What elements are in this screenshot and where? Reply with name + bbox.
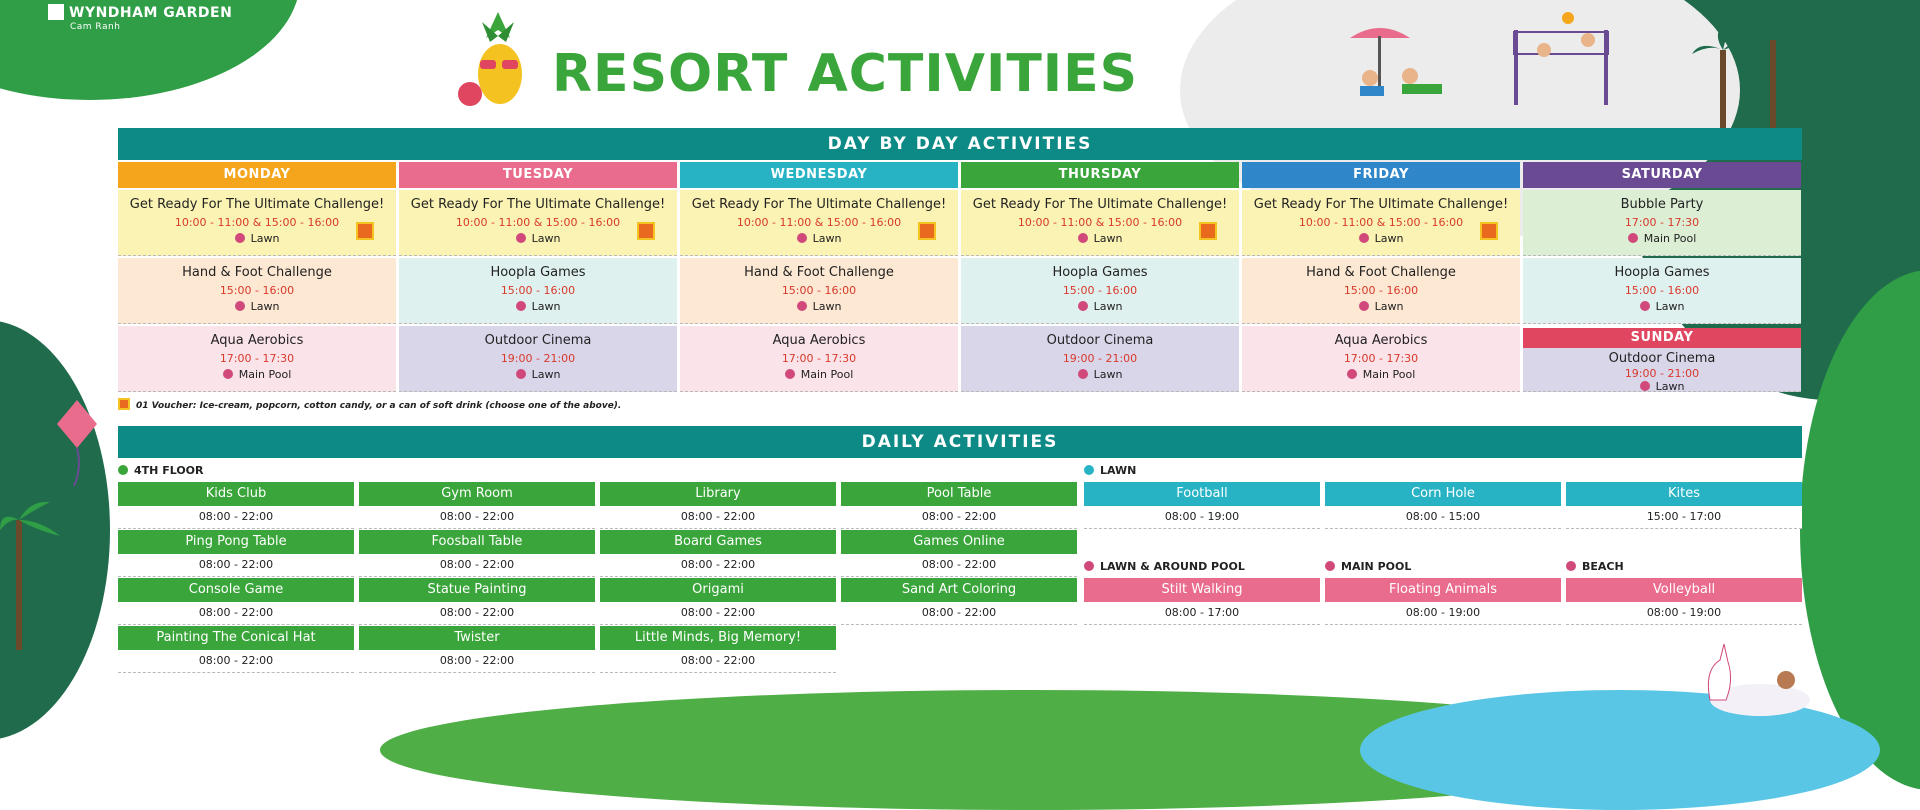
daily-activity-name: Twister — [359, 626, 595, 650]
activity-location — [680, 368, 958, 381]
daily-activity-name: Football — [1084, 482, 1320, 506]
activity-cell — [680, 190, 958, 256]
activity-time: 10:00 - 11:00 & 15:00 - 16:00 — [1298, 216, 1464, 229]
daily-group-label-text: LAWN — [1100, 464, 1137, 477]
daily-activity-name: Pool Table — [841, 482, 1077, 506]
activity-time: 17:00 - 17:30 — [219, 352, 295, 365]
activity-cell — [1523, 190, 1801, 256]
location-pin-icon — [1628, 233, 1638, 243]
daily-activity-name: Foosball Table — [359, 530, 595, 554]
voucher-note-text: 01 Voucher: Ice-cream, popcorn, cotton candy, or a can of soft drink (choose one of the above). — [136, 401, 622, 411]
activity-cell — [399, 258, 677, 324]
day-header-wednesday: WEDNESDAY — [680, 162, 958, 188]
activity-location — [1242, 232, 1520, 245]
daily-group-label-text: BEACH — [1582, 560, 1624, 573]
daily-activity-hours: 08:00 - 22:00 — [600, 554, 836, 577]
activity-location-label: Lawn — [531, 300, 561, 313]
daily-activity-name: Sand Art Coloring — [841, 578, 1077, 602]
activity-time: 19:00 - 21:00 — [1624, 367, 1700, 380]
daily-activity-name: Volleyball — [1566, 578, 1802, 602]
daily-activity-card — [600, 626, 836, 673]
activity-location-label: Lawn — [1093, 232, 1123, 245]
activity-name: Hoopla Games — [490, 265, 586, 280]
daily-group-label-text: LAWN & AROUND POOL — [1100, 560, 1245, 573]
day-header-monday: MONDAY — [118, 162, 396, 188]
activity-cell — [118, 326, 396, 392]
daily-activity-card — [118, 530, 354, 577]
activity-location-label: Main Pool — [1362, 368, 1416, 381]
daily-activity-hours: 08:00 - 19:00 — [1566, 602, 1802, 625]
daily-activity-hours: 08:00 - 22:00 — [359, 650, 595, 673]
daily-activity-card — [359, 530, 595, 577]
gift-icon — [1480, 222, 1498, 240]
daily-activity-name: Kites — [1566, 482, 1802, 506]
day-by-day-heading: DAY BY DAY ACTIVITIES — [118, 128, 1802, 160]
activity-cell — [1523, 348, 1801, 392]
daily-activity-name: Library — [600, 482, 836, 506]
kite-illustration — [52, 398, 102, 488]
daily-activity-card — [1084, 578, 1320, 625]
activity-time: 19:00 - 21:00 — [500, 352, 576, 365]
brand-logo — [48, 4, 232, 32]
activity-time: 15:00 - 16:00 — [1343, 284, 1419, 297]
activity-time: 19:00 - 21:00 — [1062, 352, 1138, 365]
daily-activity-hours: 08:00 - 22:00 — [118, 602, 354, 625]
activity-time: 15:00 - 16:00 — [781, 284, 857, 297]
activity-location — [399, 300, 677, 313]
location-pin-icon — [1359, 301, 1369, 311]
activity-name: Aqua Aerobics — [210, 333, 304, 348]
activity-time: 10:00 - 11:00 & 15:00 - 16:00 — [736, 216, 902, 229]
location-pin-icon — [1566, 561, 1576, 571]
activity-location — [1523, 380, 1801, 393]
daily-activity-card — [1325, 482, 1561, 529]
daily-activity-hours: 08:00 - 17:00 — [1084, 602, 1320, 625]
location-pin-icon — [223, 369, 233, 379]
location-pin-icon — [516, 301, 526, 311]
activity-cell — [961, 190, 1239, 256]
daily-activity-name: Games Online — [841, 530, 1077, 554]
day-header-thursday: THURSDAY — [961, 162, 1239, 188]
gift-icon — [356, 222, 374, 240]
activity-name: Get Ready For The Ultimate Challenge! — [691, 197, 947, 212]
activity-name: Outdoor Cinema — [1046, 333, 1154, 348]
activity-cell — [1242, 326, 1520, 392]
daily-activity-card — [1325, 578, 1561, 625]
activity-name: Hoopla Games — [1614, 265, 1710, 280]
activity-cell — [961, 326, 1239, 392]
activity-cell — [1242, 190, 1520, 256]
location-pin-icon — [1347, 369, 1357, 379]
activity-name: Bubble Party — [1620, 197, 1704, 212]
location-pin-icon — [785, 369, 795, 379]
daily-activity-hours: 08:00 - 22:00 — [118, 650, 354, 673]
daily-activity-name: Statue Painting — [359, 578, 595, 602]
activity-location — [680, 300, 958, 313]
daily-activity-card — [600, 578, 836, 625]
activity-time: 10:00 - 11:00 & 15:00 - 16:00 — [1017, 216, 1183, 229]
activity-cell — [680, 258, 958, 324]
daily-activity-hours: 08:00 - 19:00 — [1084, 506, 1320, 529]
activity-cell — [399, 326, 677, 392]
daily-activity-card — [600, 530, 836, 577]
location-pin-icon — [516, 233, 526, 243]
palm-trees-illustration — [1690, 10, 1810, 130]
daily-activity-hours: 08:00 - 15:00 — [1325, 506, 1561, 529]
daily-activity-card — [359, 626, 595, 673]
location-pin-icon — [797, 301, 807, 311]
daily-activity-hours: 08:00 - 22:00 — [841, 506, 1077, 529]
location-pin-icon — [1078, 233, 1088, 243]
volleyball-net-illustration — [1508, 10, 1618, 105]
activity-time: 17:00 - 17:30 — [781, 352, 857, 365]
daily-activity-card — [841, 578, 1077, 625]
activity-name: Aqua Aerobics — [772, 333, 866, 348]
activity-cell — [399, 190, 677, 256]
daily-activity-name: Floating Animals — [1325, 578, 1561, 602]
daily-activity-card — [1084, 482, 1320, 529]
activity-name: Hand & Foot Challenge — [182, 265, 332, 280]
activity-time: 10:00 - 11:00 & 15:00 - 16:00 — [455, 216, 621, 229]
daily-activity-card — [841, 482, 1077, 529]
activity-time: 15:00 - 16:00 — [219, 284, 295, 297]
activity-location — [961, 368, 1239, 381]
daily-activity-name: Painting The Conical Hat — [118, 626, 354, 650]
daily-activity-hours: 08:00 - 19:00 — [1325, 602, 1561, 625]
activity-time: 17:00 - 17:30 — [1624, 216, 1700, 229]
daily-activity-name: Board Games — [600, 530, 836, 554]
activity-location-label: Lawn — [1655, 380, 1685, 393]
activity-name: Aqua Aerobics — [1334, 333, 1428, 348]
activity-cell — [118, 258, 396, 324]
daily-activity-hours: 08:00 - 22:00 — [841, 554, 1077, 577]
gift-icon — [918, 222, 936, 240]
location-pin-icon — [1359, 233, 1369, 243]
daily-activity-card — [1566, 578, 1802, 625]
location-pin-icon — [1078, 369, 1088, 379]
activity-name: Hoopla Games — [1052, 265, 1148, 280]
activity-cell — [118, 190, 396, 256]
activity-time: 17:00 - 17:30 — [1343, 352, 1419, 365]
activity-location — [680, 232, 958, 245]
activity-location-label: Lawn — [1655, 300, 1685, 313]
activity-name: Hand & Foot Challenge — [744, 265, 894, 280]
daily-activity-name: Ping Pong Table — [118, 530, 354, 554]
activity-cell — [680, 326, 958, 392]
activity-location — [1242, 300, 1520, 313]
daily-activity-hours: 08:00 - 22:00 — [600, 602, 836, 625]
activity-time: 15:00 - 16:00 — [1062, 284, 1138, 297]
brand-name: WYNDHAM GARDEN — [69, 5, 233, 21]
daily-activity-hours: 08:00 - 22:00 — [118, 554, 354, 577]
daily-activity-name: Corn Hole — [1325, 482, 1561, 506]
activity-name: Get Ready For The Ultimate Challenge! — [410, 197, 666, 212]
daily-activity-name: Origami — [600, 578, 836, 602]
activity-location-label: Lawn — [812, 300, 842, 313]
location-pin-icon — [118, 465, 128, 475]
daily-activity-name: Gym Room — [359, 482, 595, 506]
voucher-note — [118, 398, 621, 411]
activity-location-label: Lawn — [1093, 368, 1123, 381]
gift-icon — [1199, 222, 1217, 240]
activity-location-label: Main Pool — [800, 368, 854, 381]
activity-location — [1523, 300, 1801, 313]
activity-location-label: Lawn — [531, 368, 561, 381]
activity-location-label: Lawn — [812, 232, 842, 245]
daily-group-label — [1084, 464, 1136, 477]
activity-location-label: Lawn — [1374, 300, 1404, 313]
daily-group-label-text: MAIN POOL — [1341, 560, 1412, 573]
location-pin-icon — [1640, 301, 1650, 311]
activity-cell — [1523, 258, 1801, 324]
activity-name: Outdoor Cinema — [1608, 351, 1716, 366]
daily-activity-card — [359, 482, 595, 529]
activity-location-label: Main Pool — [238, 368, 292, 381]
activity-location — [1242, 368, 1520, 381]
activity-location — [118, 232, 396, 245]
location-pin-icon — [797, 233, 807, 243]
location-pin-icon — [235, 233, 245, 243]
activity-location — [1523, 232, 1801, 245]
activity-name: Get Ready For The Ultimate Challenge! — [129, 197, 385, 212]
brand-location: Cam Ranh — [70, 22, 121, 32]
activity-location-label: Main Pool — [1643, 232, 1697, 245]
daily-group-label — [1325, 560, 1411, 573]
activity-name: Hand & Foot Challenge — [1306, 265, 1456, 280]
daily-group-label — [118, 464, 204, 477]
location-pin-icon — [1078, 301, 1088, 311]
daily-activity-name: Little Minds, Big Memory! — [600, 626, 836, 650]
activity-name: Outdoor Cinema — [484, 333, 592, 348]
activity-location — [399, 232, 677, 245]
daily-activity-hours: 08:00 - 22:00 — [359, 602, 595, 625]
location-pin-icon — [1325, 561, 1335, 571]
daily-group-label — [1084, 560, 1245, 573]
daily-activity-hours: 08:00 - 22:00 — [359, 506, 595, 529]
daily-group-label-text: 4TH FLOOR — [134, 464, 204, 477]
activity-location — [961, 300, 1239, 313]
location-pin-icon — [1084, 465, 1094, 475]
daily-activity-name: Console Game — [118, 578, 354, 602]
activity-location-label: Lawn — [1093, 300, 1123, 313]
activity-location — [118, 368, 396, 381]
location-pin-icon — [235, 301, 245, 311]
daily-activity-hours: 08:00 - 22:00 — [841, 602, 1077, 625]
daily-activity-card — [359, 578, 595, 625]
day-header-tuesday: TUESDAY — [399, 162, 677, 188]
activity-location-label: Lawn — [250, 300, 280, 313]
activity-location — [399, 368, 677, 381]
daily-activity-hours: 08:00 - 22:00 — [600, 506, 836, 529]
activity-time: 15:00 - 16:00 — [500, 284, 576, 297]
activity-location-label: Lawn — [250, 232, 280, 245]
daily-activity-hours: 08:00 - 22:00 — [600, 650, 836, 673]
activity-name: Get Ready For The Ultimate Challenge! — [1253, 197, 1509, 212]
activity-location-label: Lawn — [531, 232, 561, 245]
activity-location — [118, 300, 396, 313]
wyndham-logo-icon — [48, 4, 64, 20]
daily-activity-card — [118, 578, 354, 625]
daily-activity-name: Stilt Walking — [1084, 578, 1320, 602]
daily-activity-hours: 08:00 - 22:00 — [118, 506, 354, 529]
gift-icon — [118, 398, 130, 410]
daily-activities-heading: DAILY ACTIVITIES — [118, 426, 1802, 458]
day-header-sunday: SUNDAY — [1523, 328, 1801, 348]
activity-location-label: Lawn — [1374, 232, 1404, 245]
left-palm-tree-illustration — [0, 480, 90, 650]
activity-cell — [961, 258, 1239, 324]
daily-group-label — [1566, 560, 1624, 573]
daily-activity-card — [841, 530, 1077, 577]
activity-location — [961, 232, 1239, 245]
daily-activity-hours: 15:00 - 17:00 — [1566, 506, 1802, 529]
daily-activity-hours: 08:00 - 22:00 — [359, 554, 595, 577]
daily-activity-card — [118, 482, 354, 529]
location-pin-icon — [1640, 381, 1650, 391]
unicorn-float-illustration — [1690, 640, 1820, 720]
pineapple-illustration — [456, 8, 540, 108]
daily-activity-name: Kids Club — [118, 482, 354, 506]
day-header-friday: FRIDAY — [1242, 162, 1520, 188]
activity-cell — [1242, 258, 1520, 324]
gift-icon — [637, 222, 655, 240]
location-pin-icon — [516, 369, 526, 379]
daily-activity-card — [1566, 482, 1802, 529]
page-title: RESORT ACTIVITIES — [552, 44, 1139, 104]
daily-activity-card — [600, 482, 836, 529]
activity-time: 10:00 - 11:00 & 15:00 - 16:00 — [174, 216, 340, 229]
day-header-saturday: SATURDAY — [1523, 162, 1801, 188]
beach-people-illustration — [1340, 18, 1460, 108]
activity-time: 15:00 - 16:00 — [1624, 284, 1700, 297]
activity-name: Get Ready For The Ultimate Challenge! — [972, 197, 1228, 212]
location-pin-icon — [1084, 561, 1094, 571]
daily-activity-card — [118, 626, 354, 673]
